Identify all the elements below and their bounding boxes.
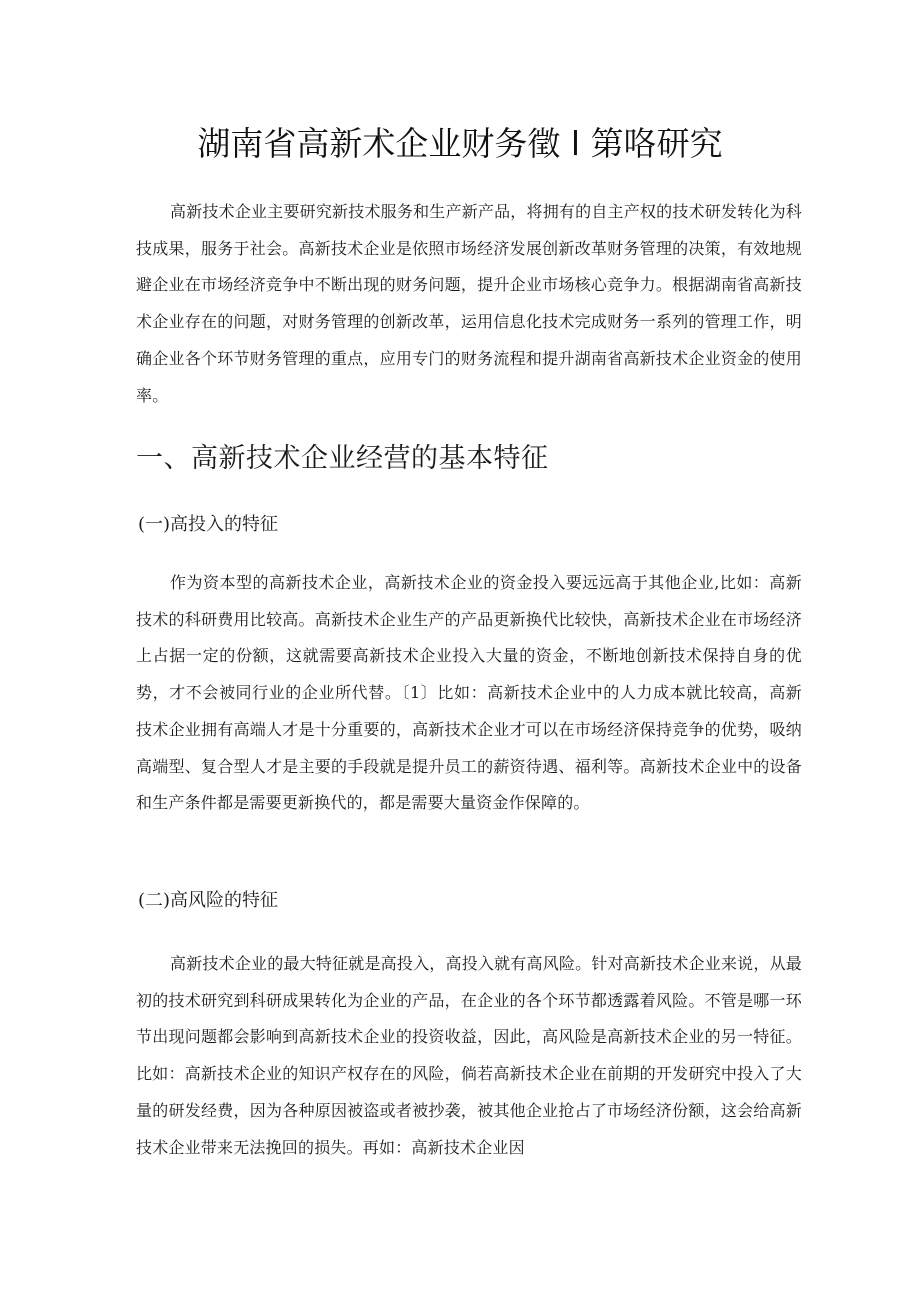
section-heading-1: 一、高新技术企业经营的基本特征 [136,443,549,474]
subsection-paragraph-1: 作为资本型的高新技术企业，高新技术企业的资金投入要远远高于其他企业,比如：高新技术的科研费用比较高。高新技术企业生产的产品更新换代比较快，高新技术企业在市场经济上占据一定的份额，这就需要高新技术企业投入大量的资金，不断地创新技术保持自身的优势，才不会被同行业的企业所代替。〔1〕比如：高新技术企业中的人力成本就比较高，高新技术企业拥有高端人才是十分重要的，高新技术企业才可以在市场经济保持竞争的优势，吸纳高端型、复合型人才是主要的手段就是提升员工的薪资待遇、福利等。高新技术企业中的设备和生产条件都是需要更新换代的，都是需要大量资金作保障的。 [136,573,802,813]
subsection-paragraph-2: 高新技术企业的最大特征就是高投入，高投入就有高风险。针对高新技术企业来说，从最初的技术研究到科研成果转化为企业的产品，在企业的各个环节都透露着风险。不管是哪一环节出现问题都会影响到高新技术企业的投资收益，因此，高风险是高新技术企业的另一特征。比如：高新技术企业的知识产权存在的风险，倘若高新技术企业在前期的开发研究中投入了大量的研发经费，因为各种原因被盗或者被抄袭，被其他企业抢占了市场经济份额，这会给高新技术企业带来无法挽回的损失。再如：高新技术企业因 [136,954,802,1157]
subsection-heading-2: (二)高风险的特征 [138,890,279,911]
subsection-heading-1: (一)高投入的特征 [138,514,279,535]
document-title: 湖南省高新术企业财务徵 l 第咯研究 [197,124,723,163]
intro-paragraph: 高新技术企业主要研究新技术服务和生产新产品，将拥有的自主产权的技术研发转化为科技成果，服务于社会。高新技术企业是依照市场经济发展创新改革财务管理的决策，有效地规避企业在市场经济竞争中不断出现的财务问题，提升企业市场核心竞争力。根据湖南省高新技术企业存在的问题，对财务管理的创新改革，运用信息化技术完成财务一系列的管理工作，明确企业各个环节财务管理的重点，应用专门的财务流程和提升湖南省高新技术企业资金的使用率。 [136,202,802,405]
